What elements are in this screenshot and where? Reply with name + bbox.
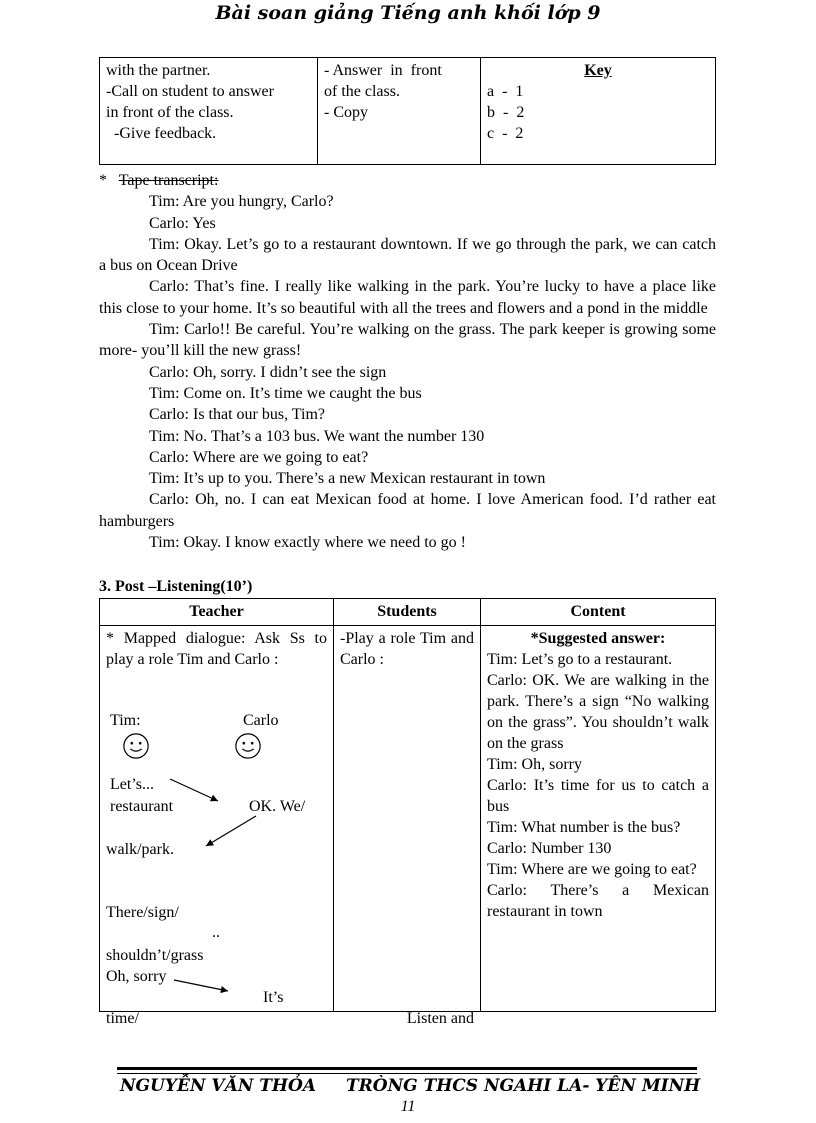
answer-line: Carlo: There’s a Mexican restaurant in town	[487, 882, 709, 920]
teacher-line: -Call on student to answer	[106, 83, 274, 100]
answer-line: Tim: Oh, sorry	[487, 756, 582, 773]
answer-line: Carlo: It’s time for us to catch a bus	[487, 777, 709, 815]
dialogue-line: Carlo: Is that our bus, Tim?	[149, 406, 326, 424]
answer-line: Carlo: Number 130	[487, 840, 612, 857]
key-title: Key	[584, 62, 612, 79]
tape-transcript	[99, 170, 716, 553]
students-play-role: -Play a role Tim and Carlo :	[340, 630, 474, 668]
dialogue-line: Carlo: Yes	[149, 214, 216, 232]
arrow-ok-to-walk	[206, 816, 256, 846]
teacher-line: -Give feedback.	[106, 125, 217, 142]
teacher-line: in front of the class.	[106, 104, 234, 121]
dialogue-line: Carlo: That’s fine. I really like walking in the park. You’re lucky to have a place like this close to your home. It’s so beautiful with all the trees and flowers and a pond in the middle	[99, 278, 716, 317]
dialogue-line: Tim: Are you hungry, Carlo?	[149, 193, 334, 211]
page-number: 11	[400, 1098, 416, 1115]
teacher-cell	[100, 58, 318, 165]
dialogue-line: Tim: It’s up to you. There’s a new Mexican restaurant in town	[149, 470, 546, 488]
map-there-sign: There/sign/	[106, 904, 179, 921]
dialogue-line: Tim: Okay. I know exactly where we need to go !	[149, 534, 466, 552]
answer-line: Tim: Let’s go to a restaurant.	[487, 651, 673, 668]
suggested-answer-title: *Suggested answer:	[530, 630, 666, 647]
students-line: of the class.	[324, 83, 400, 100]
key-cell	[481, 58, 716, 165]
map-its: It’s	[263, 989, 284, 1006]
footer-rule-thick	[117, 1067, 697, 1070]
dialogue-line: Carlo: Oh, no. I can eat Mexican food at home. I love American food. I’d rather eat hamburgers	[99, 491, 716, 530]
key-line: c - 2	[487, 125, 524, 142]
dialogue-line: Tim: Okay. Let’s go to a restaurant downtown. If we go through the park, we can catch a bus on Ocean Drive	[99, 235, 716, 275]
dialogue-line: Tim: Come on. It’s time we caught the bus	[149, 384, 422, 402]
answer-line: Tim: What number is the bus?	[487, 819, 681, 836]
students-listen: Listen and	[406, 1010, 474, 1027]
dialogue-line: Carlo: Oh, sorry. I didn’t see the sign	[149, 363, 387, 381]
header-content: Content	[481, 599, 716, 626]
dialogue-line: Tim: No. That’s a 103 bus. We want the number 130	[149, 427, 485, 445]
teacher-line: with the partner.	[106, 62, 211, 79]
map-lets: Let’s...	[110, 776, 154, 793]
header-students: Students	[334, 599, 481, 626]
smiley-tim-icon	[122, 732, 150, 760]
map-oh-sorry: Oh, sorry	[106, 968, 167, 985]
footer-rule-thin	[117, 1073, 697, 1074]
students-line: - Copy	[324, 104, 368, 121]
map-arrow-sorry	[170, 976, 240, 996]
smiley-carlo-icon	[234, 732, 262, 760]
section-title: 3. Post –Listening(10’)	[99, 578, 253, 595]
header-teacher: Teacher	[100, 599, 334, 626]
activity-table-top	[99, 57, 716, 165]
asterisk-marker: *	[99, 172, 107, 189]
map-tim-label: Tim:	[110, 712, 141, 729]
arrow-lets-to-ok	[170, 779, 218, 801]
teacher-activity-cell	[100, 626, 334, 1027]
map-walk-park: walk/park.	[106, 841, 174, 858]
answer-line: Carlo: OK. We are walking in the park. There’s a sign “No walking on the grass”. You shouldn’t walk on the grass	[487, 672, 709, 752]
key-line: b - 2	[487, 104, 525, 121]
map-carlo-label: Carlo	[243, 712, 279, 729]
post-listening-table	[99, 598, 716, 1027]
mapped-dialogue-intro: * Mapped dialogue: Ask Ss to play a role Tim and Carlo :	[106, 630, 327, 668]
content-cell	[481, 626, 716, 1012]
map-arrows	[160, 776, 310, 866]
map-restaurant: restaurant	[110, 798, 174, 815]
students-line: - Answer in front	[324, 62, 442, 79]
tape-heading	[99, 170, 716, 191]
students-cell	[318, 58, 481, 165]
dialogue-line: Tim: Carlo!! Be careful. You’re walking on the grass. The park keeper is growing some more- you’ll kill the new grass!	[99, 321, 716, 360]
key-line: a - 1	[487, 83, 524, 100]
map-shouldnt: shouldn’t/grass	[106, 947, 204, 964]
map-time: time/	[106, 1010, 139, 1027]
answer-line: Tim: Where are we going to eat?	[487, 861, 697, 878]
footer-author: NGUYỄN VĂN THỎA	[120, 1076, 316, 1096]
map-ok-we: OK. We/	[249, 798, 306, 815]
page-header-title: Bài soan giảng Tiếng anh khối lớp 9	[215, 2, 601, 24]
dialogue-line: Carlo: Where are we going to eat?	[149, 448, 369, 466]
map-dots: ..	[212, 924, 220, 941]
students-activity-cell	[334, 626, 481, 1027]
tape-heading-text: Tape transcript:	[118, 172, 219, 189]
arrow-sorry-to-its	[174, 980, 228, 991]
footer-school: TRÒNG THCS NGAHI LA- YÊN MINH	[346, 1076, 701, 1096]
